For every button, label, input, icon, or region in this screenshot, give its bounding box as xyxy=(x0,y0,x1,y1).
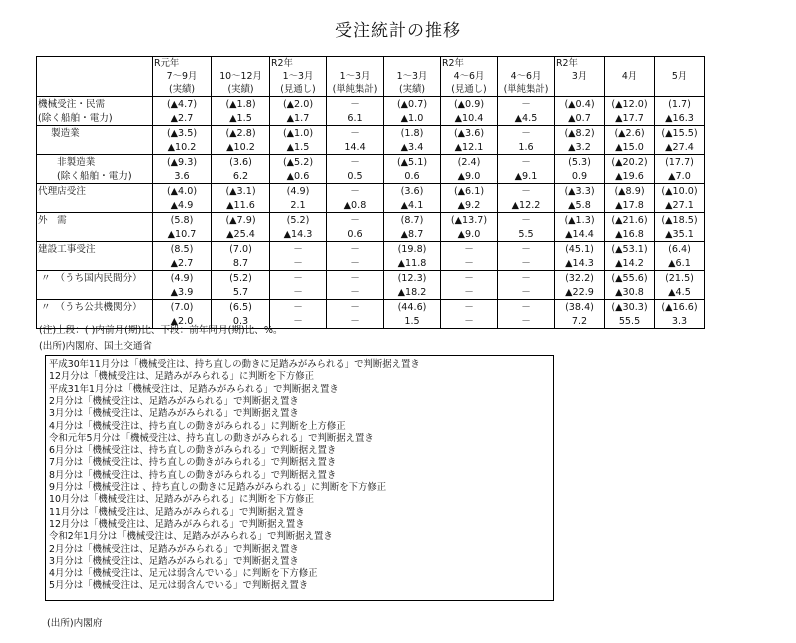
value-cell: (5.2) xyxy=(212,271,270,286)
value-cell: (▲8.2) xyxy=(555,126,605,141)
table-row xyxy=(37,184,705,199)
row-label: 製造業 xyxy=(37,126,153,141)
table-row xyxy=(37,140,705,155)
value-cell: (7.0) xyxy=(153,300,212,315)
row-label xyxy=(37,198,153,213)
value-cell: － xyxy=(498,184,555,199)
value-cell: (21.5) xyxy=(655,271,705,286)
value-cell: － xyxy=(327,242,384,257)
judgement-line: 12月分は「機械受注は、足踏みがみられる」に判断を下方修正 xyxy=(49,371,315,383)
value-cell: ▲7.0 xyxy=(655,169,705,184)
table-row xyxy=(37,227,705,242)
value-cell: － xyxy=(441,271,498,286)
value-cell: － xyxy=(270,300,327,315)
value-cell: 2.1 xyxy=(270,198,327,213)
header-cell xyxy=(655,57,705,71)
value-cell: － xyxy=(327,300,384,315)
header-cell: 1～3月 xyxy=(270,70,327,83)
value-cell: (▲1.0) xyxy=(270,126,327,141)
row-label: (除く船舶・電力) xyxy=(37,169,153,184)
value-cell: ▲14.3 xyxy=(270,227,327,242)
value-cell: ▲2.7 xyxy=(153,256,212,271)
value-cell: ▲0.8 xyxy=(327,198,384,213)
row-label: 代理店受注 xyxy=(37,184,153,199)
value-cell: (▲5.1) xyxy=(384,155,441,170)
judgement-line: 8月分は「機械受注は、持ち直しの動きがみられる」で判断据え置き xyxy=(49,469,337,481)
value-cell: (▲20.2) xyxy=(605,155,655,170)
value-cell: (4.9) xyxy=(153,271,212,286)
value-cell: － xyxy=(327,184,384,199)
header-cell: 4月 xyxy=(605,70,655,83)
value-cell: － xyxy=(327,213,384,228)
value-cell: － xyxy=(327,285,384,300)
value-cell: ▲16.3 xyxy=(655,111,705,126)
value-cell: ▲14.4 xyxy=(555,227,605,242)
value-cell: (▲0.4) xyxy=(555,97,605,112)
value-cell: ▲9.1 xyxy=(498,169,555,184)
header-cell: R2年 xyxy=(555,57,605,71)
value-cell: (▲1.8) xyxy=(212,97,270,112)
value-cell: － xyxy=(498,126,555,141)
value-cell: － xyxy=(327,155,384,170)
judgement-line: 平成31年1月分は「機械受注は、足踏みがみられる」で判断据え置き xyxy=(49,383,339,395)
header-cell: (実績) xyxy=(212,83,270,97)
value-cell: (5.8) xyxy=(153,213,212,228)
value-cell: (8.5) xyxy=(153,242,212,257)
box-source: (出所)内閣府 xyxy=(47,618,103,629)
row-label xyxy=(37,256,153,271)
value-cell: 0.6 xyxy=(384,169,441,184)
value-cell: (▲4.0) xyxy=(153,184,212,199)
value-cell: 6.2 xyxy=(212,169,270,184)
value-cell: 1.5 xyxy=(384,314,441,329)
value-cell: － xyxy=(327,314,384,329)
value-cell: (▲18.5) xyxy=(655,213,705,228)
value-cell: 8.7 xyxy=(212,256,270,271)
value-cell: 0.6 xyxy=(327,227,384,242)
header-cell xyxy=(555,83,605,97)
value-cell: ▲0.6 xyxy=(270,169,327,184)
value-cell: ▲4.1 xyxy=(384,198,441,213)
header-row xyxy=(37,57,705,71)
value-cell: － xyxy=(498,97,555,112)
value-cell: ▲25.4 xyxy=(212,227,270,242)
value-cell: 55.5 xyxy=(605,314,655,329)
header-cell xyxy=(384,57,441,71)
value-cell: 0.3 xyxy=(212,314,270,329)
table-source: (出所)内閣府、国土交通省 xyxy=(39,341,153,352)
value-cell: (▲7.9) xyxy=(212,213,270,228)
row-label: 〃 （うち国内民間分） xyxy=(37,271,153,286)
header-cell: (単純集計) xyxy=(327,83,384,97)
table-row xyxy=(37,256,705,271)
header-cell: 4～6月 xyxy=(498,70,555,83)
value-cell: (▲3.5) xyxy=(153,126,212,141)
value-cell: ▲10.4 xyxy=(441,111,498,126)
value-cell: ▲2.7 xyxy=(153,111,212,126)
table-row xyxy=(37,213,705,228)
value-cell: (▲0.7) xyxy=(384,97,441,112)
row-label: (除く船舶・電力) xyxy=(37,111,153,126)
value-cell: ▲12.2 xyxy=(498,198,555,213)
value-cell: ▲8.7 xyxy=(384,227,441,242)
row-label: 建設工事受注 xyxy=(37,242,153,257)
value-cell: ▲11.8 xyxy=(384,256,441,271)
header-cell: 3月 xyxy=(555,70,605,83)
value-cell: － xyxy=(441,314,498,329)
value-cell: (▲16.6) xyxy=(655,300,705,315)
value-cell: (▲1.3) xyxy=(555,213,605,228)
value-cell: 1.6 xyxy=(498,140,555,155)
value-cell: － xyxy=(441,285,498,300)
judgement-line: 令和2年1月分は「機械受注は、足踏みがみられる」で判断据え置き xyxy=(49,531,333,543)
value-cell: (▲13.7) xyxy=(441,213,498,228)
value-cell: (▲2.0) xyxy=(270,97,327,112)
header-row xyxy=(37,83,705,97)
table-row xyxy=(37,111,705,126)
value-cell: (▲9.3) xyxy=(153,155,212,170)
value-cell: (▲0.9) xyxy=(441,97,498,112)
header-cell xyxy=(212,57,270,71)
judgement-line: 3月分は「機械受注は、足踏みがみられる」で判断据え置き xyxy=(49,408,299,420)
value-cell: － xyxy=(327,271,384,286)
judgement-line: 5月分は「機械受注は、足元は弱含んでいる」で判断据え置き xyxy=(49,580,309,592)
value-cell: ▲35.1 xyxy=(655,227,705,242)
judgement-line: 4月分は「機械受注は、持ち直しの動きがみられる」に判断を上方修正 xyxy=(49,420,346,432)
table-row xyxy=(37,271,705,286)
value-cell: (▲2.8) xyxy=(212,126,270,141)
value-cell: ▲4.5 xyxy=(498,111,555,126)
value-cell: ▲3.2 xyxy=(555,140,605,155)
header-cell: 5月 xyxy=(655,70,705,83)
table-row xyxy=(37,155,705,170)
value-cell: (5.2) xyxy=(270,213,327,228)
value-cell: － xyxy=(498,271,555,286)
header-cell xyxy=(605,83,655,97)
value-cell: (19.8) xyxy=(384,242,441,257)
value-cell: (▲30.3) xyxy=(605,300,655,315)
value-cell: － xyxy=(498,155,555,170)
row-label xyxy=(37,140,153,155)
value-cell: ▲2.0 xyxy=(153,314,212,329)
value-cell: 3.3 xyxy=(655,314,705,329)
value-cell: ▲16.8 xyxy=(605,227,655,242)
header-cell: 4～6月 xyxy=(441,70,498,83)
value-cell: ▲27.4 xyxy=(655,140,705,155)
value-cell: ▲10.2 xyxy=(153,140,212,155)
table-row xyxy=(37,285,705,300)
value-cell: ▲14.3 xyxy=(555,256,605,271)
value-cell: (▲3.3) xyxy=(555,184,605,199)
value-cell: 0.5 xyxy=(327,169,384,184)
value-cell: ▲3.9 xyxy=(153,285,212,300)
value-cell: － xyxy=(327,97,384,112)
value-cell: (4.9) xyxy=(270,184,327,199)
header-cell: (実績) xyxy=(153,83,212,97)
header-cell: (実績) xyxy=(384,83,441,97)
value-cell: － xyxy=(498,256,555,271)
value-cell: (45.1) xyxy=(555,242,605,257)
header-cell: (見通し) xyxy=(441,83,498,97)
value-cell: (1.7) xyxy=(655,97,705,112)
header-cell: 7～9月 xyxy=(153,70,212,83)
value-cell: ▲0.7 xyxy=(555,111,605,126)
value-cell: ▲9.0 xyxy=(441,227,498,242)
header-cell: (見通し) xyxy=(270,83,327,97)
value-cell: (6.5) xyxy=(212,300,270,315)
table-row xyxy=(37,242,705,257)
header-cell xyxy=(327,57,384,71)
judgement-line: 4月分は「機械受注は、足元は弱含んでいる」に判断を下方修正 xyxy=(49,568,318,580)
value-cell: － xyxy=(270,242,327,257)
value-cell: (3.6) xyxy=(212,155,270,170)
header-row xyxy=(37,70,705,83)
header-cell: 1～3月 xyxy=(327,70,384,83)
value-cell: － xyxy=(498,242,555,257)
table-row xyxy=(37,126,705,141)
header-label-cell xyxy=(37,83,153,97)
value-cell: ▲14.2 xyxy=(605,256,655,271)
header-cell: R元年 xyxy=(153,57,212,71)
row-label xyxy=(37,285,153,300)
value-cell: ▲10.7 xyxy=(153,227,212,242)
value-cell: 6.1 xyxy=(327,111,384,126)
value-cell: － xyxy=(441,300,498,315)
value-cell: － xyxy=(441,242,498,257)
value-cell: － xyxy=(498,300,555,315)
judgement-line: 2月分は「機械受注は、足踏みがみられる」で判断据え置き xyxy=(49,543,299,555)
value-cell: ▲12.1 xyxy=(441,140,498,155)
value-cell: － xyxy=(327,256,384,271)
value-cell: (6.4) xyxy=(655,242,705,257)
value-cell: ▲17.8 xyxy=(605,198,655,213)
value-cell: 5.7 xyxy=(212,285,270,300)
value-cell: － xyxy=(270,256,327,271)
value-cell: (▲3.6) xyxy=(441,126,498,141)
table-note: (注)上段：( )内前月(期)比、下段：前年同月(期)比、%。 xyxy=(39,325,283,336)
judgement-line: 3月分は「機械受注は、足踏みがみられる」で判断据え置き xyxy=(49,555,299,567)
header-label-cell xyxy=(37,70,153,83)
header-cell: R2年 xyxy=(270,57,327,71)
value-cell: (▲12.0) xyxy=(605,97,655,112)
value-cell: (2.4) xyxy=(441,155,498,170)
value-cell: 14.4 xyxy=(327,140,384,155)
value-cell: ▲1.5 xyxy=(270,140,327,155)
value-cell: － xyxy=(270,271,327,286)
value-cell: (▲3.1) xyxy=(212,184,270,199)
header-cell: R2年 xyxy=(441,57,498,71)
value-cell: ▲5.8 xyxy=(555,198,605,213)
value-cell: (3.6) xyxy=(384,184,441,199)
page-title: 受注統計の推移 xyxy=(335,21,461,41)
value-cell: (▲55.6) xyxy=(605,271,655,286)
value-cell: ▲10.2 xyxy=(212,140,270,155)
judgement-line: 2月分は「機械受注は、足踏みがみられる」で判断据え置き xyxy=(49,395,299,407)
value-cell: ▲4.9 xyxy=(153,198,212,213)
value-cell: (▲8.9) xyxy=(605,184,655,199)
header-cell: (単純集計) xyxy=(498,83,555,97)
row-label: 〃 （うち公共機関分） xyxy=(37,300,153,315)
header-cell xyxy=(605,57,655,71)
value-cell: (38.4) xyxy=(555,300,605,315)
header-cell: 10～12月 xyxy=(212,70,270,83)
judgement-line: 6月分は「機械受注は、持ち直しの動きがみられる」で判断据え置き xyxy=(49,445,337,457)
row-label: 外 需 xyxy=(37,213,153,228)
judgement-line: 11月分は「機械受注は、足踏みがみられる」で判断据え置き xyxy=(49,506,305,518)
value-cell: 5.5 xyxy=(498,227,555,242)
value-cell: (▲5.2) xyxy=(270,155,327,170)
value-cell: (12.3) xyxy=(384,271,441,286)
judgement-line: 12月分は「機械受注は、足踏みがみられる」で判断据え置き xyxy=(49,518,305,530)
header-cell xyxy=(655,83,705,97)
value-cell: (▲10.0) xyxy=(655,184,705,199)
value-cell: ▲18.2 xyxy=(384,285,441,300)
table-row xyxy=(37,198,705,213)
judgement-history-box xyxy=(45,355,554,601)
row-label xyxy=(37,227,153,242)
table-row xyxy=(37,300,705,315)
header-cell: 1～3月 xyxy=(384,70,441,83)
value-cell: (8.7) xyxy=(384,213,441,228)
value-cell: － xyxy=(498,314,555,329)
value-cell: 3.6 xyxy=(153,169,212,184)
value-cell: － xyxy=(498,213,555,228)
judgement-line: 9月分は「機械受注は 、持ち直しの動きに足踏みがみられる」に判断を下方修正 xyxy=(49,482,387,493)
value-cell: ▲4.5 xyxy=(655,285,705,300)
row-label: 非製造業 xyxy=(37,155,153,170)
value-cell: ▲1.7 xyxy=(270,111,327,126)
judgement-line: 7月分は「機械受注は、持ち直しの動きがみられる」で判断据え置き xyxy=(49,457,337,469)
value-cell: ▲30.8 xyxy=(605,285,655,300)
judgement-line: 令和元年5月分は「機械受注は、持ち直しの動きがみられる」で判断据え置き xyxy=(49,432,374,444)
value-cell: (▲21.6) xyxy=(605,213,655,228)
header-cell xyxy=(498,57,555,71)
value-cell: － xyxy=(498,285,555,300)
value-cell: ▲19.6 xyxy=(605,169,655,184)
value-cell: (▲2.6) xyxy=(605,126,655,141)
row-label: 機械受注・民需 xyxy=(37,97,153,112)
judgement-line: 10月分は「機械受注は、足踏みがみられる」に判断を下方修正 xyxy=(49,494,315,506)
value-cell: (▲4.7) xyxy=(153,97,212,112)
header-label-cell xyxy=(37,57,153,71)
value-cell: (1.8) xyxy=(384,126,441,141)
value-cell: (5.3) xyxy=(555,155,605,170)
judgement-line: 平成30年11月分は「機械受注は、持ち直しの動きに足踏みがみられる」で判断据え置き xyxy=(49,359,420,370)
value-cell: － xyxy=(270,285,327,300)
table-row xyxy=(37,169,705,184)
value-cell: (17.7) xyxy=(655,155,705,170)
value-cell: － xyxy=(270,314,327,329)
value-cell: (32.2) xyxy=(555,271,605,286)
value-cell: (▲53.1) xyxy=(605,242,655,257)
value-cell: － xyxy=(441,256,498,271)
value-cell: (7.0) xyxy=(212,242,270,257)
value-cell: ▲15.0 xyxy=(605,140,655,155)
value-cell: ▲3.4 xyxy=(384,140,441,155)
value-cell: ▲9.0 xyxy=(441,169,498,184)
value-cell: ▲6.1 xyxy=(655,256,705,271)
order-statistics-table xyxy=(36,56,705,329)
value-cell: ▲9.2 xyxy=(441,198,498,213)
table-row xyxy=(37,97,705,112)
value-cell: 7.2 xyxy=(555,314,605,329)
value-cell: 0.9 xyxy=(555,169,605,184)
value-cell: ▲22.9 xyxy=(555,285,605,300)
value-cell: ▲11.6 xyxy=(212,198,270,213)
value-cell: ▲27.1 xyxy=(655,198,705,213)
value-cell: ▲1.0 xyxy=(384,111,441,126)
value-cell: (▲15.5) xyxy=(655,126,705,141)
value-cell: ▲17.7 xyxy=(605,111,655,126)
value-cell: (▲6.1) xyxy=(441,184,498,199)
value-cell: ▲1.5 xyxy=(212,111,270,126)
value-cell: (44.6) xyxy=(384,300,441,315)
value-cell: － xyxy=(327,126,384,141)
